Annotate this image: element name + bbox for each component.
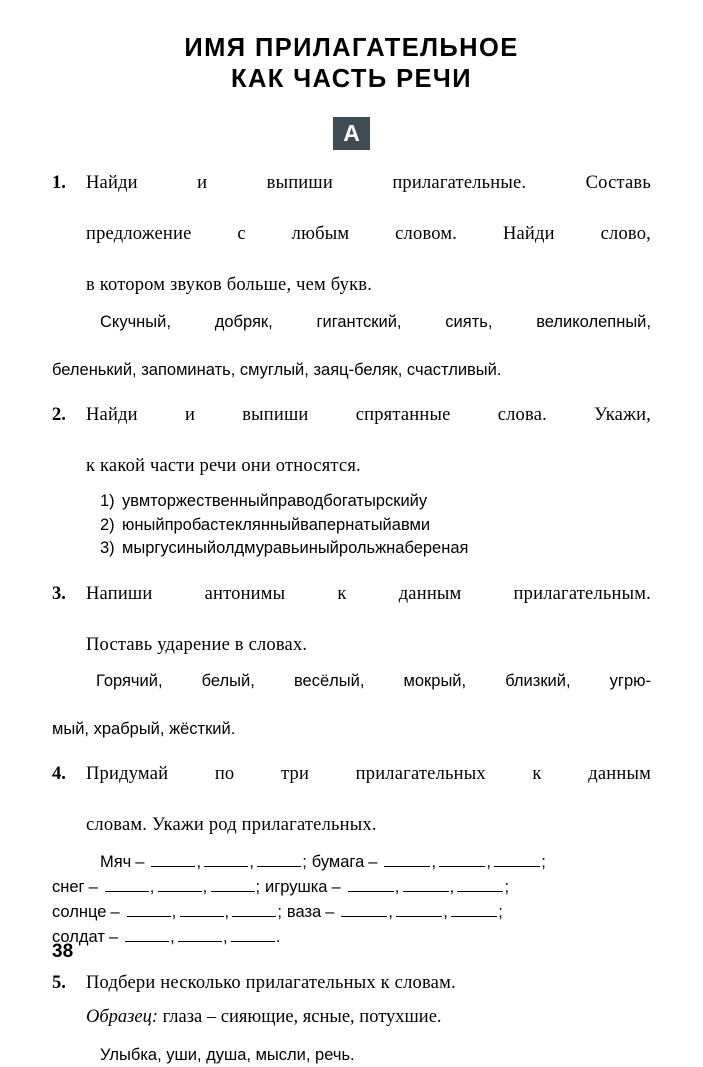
sample-text: глаза – сияющие, ясные, потухшие. [162, 1007, 442, 1027]
answer-blank[interactable] [127, 903, 171, 917]
exercise-3-words-1: Горячий, белый, весёлый, мокрый, близкий, угрю- [96, 672, 651, 690]
comma: , [170, 927, 175, 946]
exercise-3-prompt [86, 582, 651, 659]
list-item-text: мыргусиныйолдмуравьиныйрольжнабереная [122, 539, 469, 557]
comma: , [449, 877, 455, 896]
comma: , [431, 852, 437, 871]
exercise-5-prompt-line-1: Подбери несколько прилагательных к словам. [86, 972, 456, 993]
dash: – [325, 902, 335, 921]
list-item-text: юныйпробастеклянныйвапернатыйавми [122, 515, 431, 534]
exercise-4-prompt [86, 762, 651, 839]
exercise-2-prompt [86, 403, 651, 480]
answer-blank[interactable] [457, 878, 503, 892]
answer-blank[interactable] [348, 878, 394, 892]
exercise-1-number: 1. [52, 173, 66, 193]
exercise-1-wordlist-line-2: беленький, запоминать, смуглый, заяц-беляк, счастливый. [52, 360, 502, 379]
blank-row [52, 900, 651, 925]
exercise-4-blanks [52, 850, 651, 950]
list-item-marker: 2) [100, 515, 115, 534]
comma: , [222, 927, 228, 946]
comma: , [486, 852, 492, 871]
answer-blank[interactable] [341, 903, 387, 917]
row-end: ; [302, 852, 308, 871]
comma: , [196, 852, 202, 871]
list-item-marker: 1) [100, 492, 115, 510]
exercise-5-head [52, 971, 651, 997]
answer-blank[interactable] [396, 903, 442, 917]
exercise-5-wordlist: Улыбка, уши, душа, мысли, речь. [100, 1045, 355, 1064]
exercise-4 [52, 762, 651, 950]
answer-blank[interactable] [403, 878, 449, 892]
answer-blank[interactable] [232, 903, 276, 917]
section-badge-container [52, 117, 651, 150]
exercise-1-wordlist [52, 310, 651, 382]
blank-row-word: солдат [52, 927, 105, 946]
dash: – [331, 877, 341, 896]
sample-label: Образец: [86, 1007, 159, 1027]
answer-blank[interactable] [125, 928, 169, 942]
blank-row-word: солнце [52, 902, 107, 921]
answer-blank[interactable] [204, 853, 248, 867]
exercise-2 [52, 403, 651, 561]
comma: , [249, 852, 255, 871]
answer-blank[interactable] [494, 853, 540, 867]
blank-row-word: бумага [311, 852, 365, 871]
answer-blank[interactable] [451, 903, 497, 917]
row-end: . [275, 927, 281, 946]
exercise-1-prompt-line-2: предложение с любым словом. Найди слово, [86, 224, 651, 244]
exercise-4-prompt-line-1: Придумай по три прилагательных к данным [86, 764, 651, 784]
blank-row-word: Мяч [100, 852, 132, 871]
exercise-1 [52, 171, 651, 382]
exercise-3 [52, 582, 651, 742]
answer-blank[interactable] [178, 928, 222, 942]
answer-blank[interactable] [151, 853, 195, 867]
dash: – [110, 902, 120, 921]
exercise-4-head [52, 762, 651, 839]
row-end: ; [498, 902, 504, 921]
blank-row-word: ваза [286, 902, 322, 921]
answer-blank[interactable] [231, 928, 275, 942]
answer-blank[interactable] [105, 878, 149, 892]
exercise-2-head [52, 403, 651, 480]
exercise-1-head [52, 171, 651, 299]
list-item [100, 537, 651, 561]
answer-blank[interactable] [439, 853, 485, 867]
row-end: ; [504, 877, 510, 896]
answer-blank[interactable] [384, 853, 430, 867]
comma: , [171, 902, 177, 921]
dash: – [368, 852, 378, 871]
blank-row-word: снег [52, 877, 85, 896]
exercise-3-prompt-line-1: Напиши антонимы к данным прилагательным. [86, 583, 651, 604]
exercise-3-number: 3. [52, 583, 66, 604]
section-badge-a: А [333, 117, 370, 150]
exercise-2-sublist [52, 490, 651, 561]
dash: – [88, 877, 98, 896]
exercise-5-sample [52, 1005, 651, 1031]
exercise-1-prompt-line-3: в котором звуков больше, чем букв. [86, 275, 373, 295]
answer-blank[interactable] [257, 853, 301, 867]
comma: , [388, 902, 394, 921]
list-item [100, 490, 651, 514]
title-line-1: ИМЯ ПРИЛАГАТЕЛЬНОЕ [184, 34, 519, 62]
exercise-2-number: 2. [52, 404, 66, 425]
comma: , [149, 877, 155, 896]
comma: , [394, 877, 400, 896]
exercise-4-prompt-line-2: словам. Укажи род прилагательных. [86, 815, 377, 835]
exercise-3-head [52, 582, 651, 659]
list-item-marker: 3) [100, 539, 115, 557]
exercise-2-prompt-line-2: к какой части речи они относятся. [86, 455, 361, 476]
exercise-1-wordlist-line-1 [52, 310, 651, 358]
exercise-5 [52, 971, 651, 1067]
row-end: ; [277, 902, 283, 921]
exercise-1-prompt-line-1: Найди и выпиши прилагательные. Составь [86, 173, 651, 193]
comma: , [443, 902, 449, 921]
title-line-2: КАК ЧАСТЬ РЕЧИ [231, 65, 472, 93]
comma: , [224, 902, 230, 921]
exercise-2-prompt-line-1: Найди и выпиши спрятанные слова. Укажи, [86, 404, 651, 425]
exercise-3-wordlist-line-1 [52, 669, 651, 717]
blank-row [52, 850, 651, 875]
exercise-3-wordlist [52, 669, 651, 741]
exercise-3-wordlist-line-2: мый, храбрый, жёсткий. [52, 720, 236, 738]
answer-blank[interactable] [158, 878, 202, 892]
row-end: ; [255, 877, 261, 896]
page-title [52, 0, 651, 95]
blank-row [52, 875, 651, 900]
blank-row-word: игрушка [265, 877, 328, 896]
comma: , [202, 877, 208, 896]
dash: – [108, 927, 119, 946]
page-number: 38 [52, 941, 74, 962]
list-item-text: увмторжественныйправодбогатырскийу [122, 492, 428, 510]
answer-blank[interactable] [180, 903, 224, 917]
exercise-3-prompt-line-2: Поставь ударение в словах. [86, 634, 308, 655]
blank-row [52, 925, 651, 950]
exercise-4-number: 4. [52, 764, 66, 784]
answer-blank[interactable] [211, 878, 255, 892]
row-end: ; [541, 852, 547, 871]
exercise-1-prompt [86, 171, 651, 299]
dash: – [135, 852, 145, 871]
list-item [100, 514, 651, 538]
exercise-1-words-1: Скучный, добряк, гигантский, сиять, великолепный, [100, 312, 651, 331]
exercise-5-number: 5. [52, 972, 66, 993]
exercise-5-prompt [86, 971, 651, 997]
